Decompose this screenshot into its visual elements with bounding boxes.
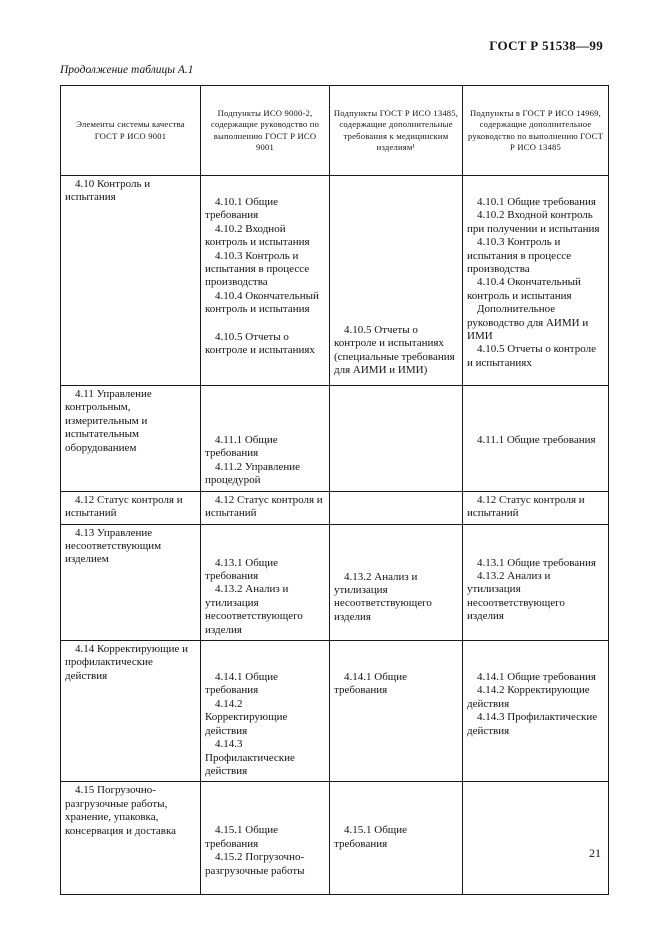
cell-element	[61, 782, 201, 895]
table-row	[61, 524, 609, 640]
cell-paragraph: 4.13.2 Анализ и утилизация несоответствующего изделия	[205, 583, 303, 636]
standard-designation: ГОСТ Р 51538—99	[489, 38, 603, 53]
cell-paragraph: 4.14.1 Общие требования	[205, 671, 279, 697]
cell-element	[61, 386, 201, 492]
cell-paragraph: 4.13.1 Общие требования	[205, 556, 279, 583]
table-row	[61, 386, 609, 492]
column-header-element: Элементы системы качества ГОСТ Р ИСО 9001	[61, 86, 201, 176]
table-continuation-caption: Продолжение таблицы А.1	[60, 64, 194, 76]
cell-paragraph: 4.11.1 Общие требования	[205, 434, 278, 460]
cell-paragraph: 4.10.5 Отчеты о контроле и испытаниях (специальные требования для АИМИ и ИМИ)	[334, 324, 455, 377]
cell-paragraph: 4.11 Управление контрольным, измерительным и испытательным оборудованием	[65, 388, 152, 454]
cell-iso14969	[463, 782, 609, 895]
cell-paragraph: 4.15 Погрузочно-разгрузочные работы, хранение, упаковка, консервация и доставка	[65, 784, 177, 837]
column-header-iso9000: Подпункты ИСО 9000-2, содержащие руководство по выполнению ГОСТ Р ИСО 9001	[201, 86, 330, 176]
cell-iso9000	[201, 782, 330, 895]
cell-paragraph: 4.14 Корректирующие и профилактические действия	[65, 643, 189, 682]
cell-paragraph: 4.10.2 Входной контроль при получении и испытания	[467, 209, 600, 235]
table-row	[61, 641, 609, 782]
cell-paragraph: 4.12 Статус контроля и испытаний	[65, 493, 183, 520]
column-header-iso13485: Подпункты ГОСТ Р ИСО 13485, содержащие дополнительные требования к медицинским изделиям¹	[330, 86, 463, 176]
cell-paragraph: 4.14.2 Корректирующие действия	[205, 697, 288, 737]
table-header-row	[61, 86, 609, 176]
cell-paragraph: 4.10.4 Окончательный контроль и испытания	[205, 289, 319, 316]
cell-paragraph: 4.10.5 Отчеты о контроле и испытаниях	[205, 330, 315, 357]
cell-paragraph: 4.10 Контроль и испытания	[65, 178, 151, 204]
cell-iso13485	[330, 524, 463, 640]
cell-paragraph: 4.10.3 Контроль и испытания в процессе производства	[467, 236, 572, 276]
cell-iso13485	[330, 386, 463, 492]
cell-iso14969	[463, 524, 609, 640]
cell-paragraph: 4.14.1 Общие требования	[334, 671, 408, 697]
cell-paragraph: 4.13.1 Общие требования	[477, 556, 596, 569]
cell-paragraph: 4.15.2 Погрузочно-разгрузочные работы	[205, 851, 305, 877]
cell-paragraph: 4.14.3 Профилактические действия	[205, 738, 295, 777]
cell-iso9000	[201, 176, 330, 386]
cell-iso9000	[201, 386, 330, 492]
cell-paragraph: 4.15.1 Общие требования	[205, 824, 279, 850]
table-row	[61, 782, 609, 895]
cell-paragraph: 4.10.3 Контроль и испытания в процессе производства	[205, 249, 310, 289]
cell-element	[61, 491, 201, 524]
cell-paragraph: 4.10.1 Общие требования	[205, 196, 279, 222]
cell-paragraph: 4.10.1 Общие требования	[477, 196, 596, 208]
cell-iso14969	[463, 176, 609, 386]
cell-paragraph: 4.10.2 Входной контроль и испытания	[205, 222, 310, 249]
cell-iso9000	[201, 491, 330, 524]
cell-paragraph: 4.15.1 Общие требования	[334, 824, 408, 850]
cell-paragraph: 4.14.3 Профилактические действия	[467, 711, 598, 737]
quality-system-comparison-table	[60, 85, 609, 895]
column-header-iso14969: Подпункты в ГОСТ Р ИСО 14969, содержащие дополнительное руководство по выполнению ГОСТ Р ИСО 13485	[463, 86, 609, 176]
cell-paragraph: Дополнительное руководство для АИМИ и ИМИ	[467, 303, 589, 343]
cell-element	[61, 524, 201, 640]
cell-paragraph: 4.10.5 Отчеты о контроле и испытаниях	[467, 343, 596, 369]
cell-paragraph: 4.12 Статус контроля и испытаний	[467, 493, 585, 520]
cell-iso14969	[463, 641, 609, 782]
cell-paragraph: 4.13.2 Анализ и утилизация несоответствующего изделия	[467, 570, 565, 623]
cell-paragraph: 4.10.4 Окончательный контроль и испытания	[467, 276, 581, 302]
table-body	[61, 176, 609, 895]
cell-iso13485	[330, 782, 463, 895]
cell-iso14969	[463, 491, 609, 524]
cell-paragraph: 4.13.2 Анализ и утилизация несоответствующего изделия	[334, 570, 432, 623]
cell-paragraph: 4.13 Управление несоответствующим изделием	[65, 526, 162, 566]
page-number: 21	[589, 846, 601, 860]
cell-paragraph: 4.14.2 Корректирующие действия	[467, 684, 590, 710]
cell-element	[61, 176, 201, 386]
cell-iso13485	[330, 641, 463, 782]
cell-iso14969	[463, 386, 609, 492]
cell-iso9000	[201, 524, 330, 640]
cell-paragraph: 4.14.1 Общие требования	[477, 671, 596, 684]
table-row	[61, 176, 609, 386]
cell-paragraph: 4.11.1 Общие требования	[477, 434, 596, 446]
table-header-row-container	[61, 86, 609, 176]
cell-element	[61, 641, 201, 782]
cell-paragraph: 4.11.2 Управление процедурой	[205, 460, 301, 487]
cell-iso13485	[330, 491, 463, 524]
cell-iso9000	[201, 641, 330, 782]
cell-iso13485	[330, 176, 463, 386]
table-row	[61, 491, 609, 524]
cell-paragraph: 4.12 Статус контроля и испытаний	[205, 493, 323, 520]
